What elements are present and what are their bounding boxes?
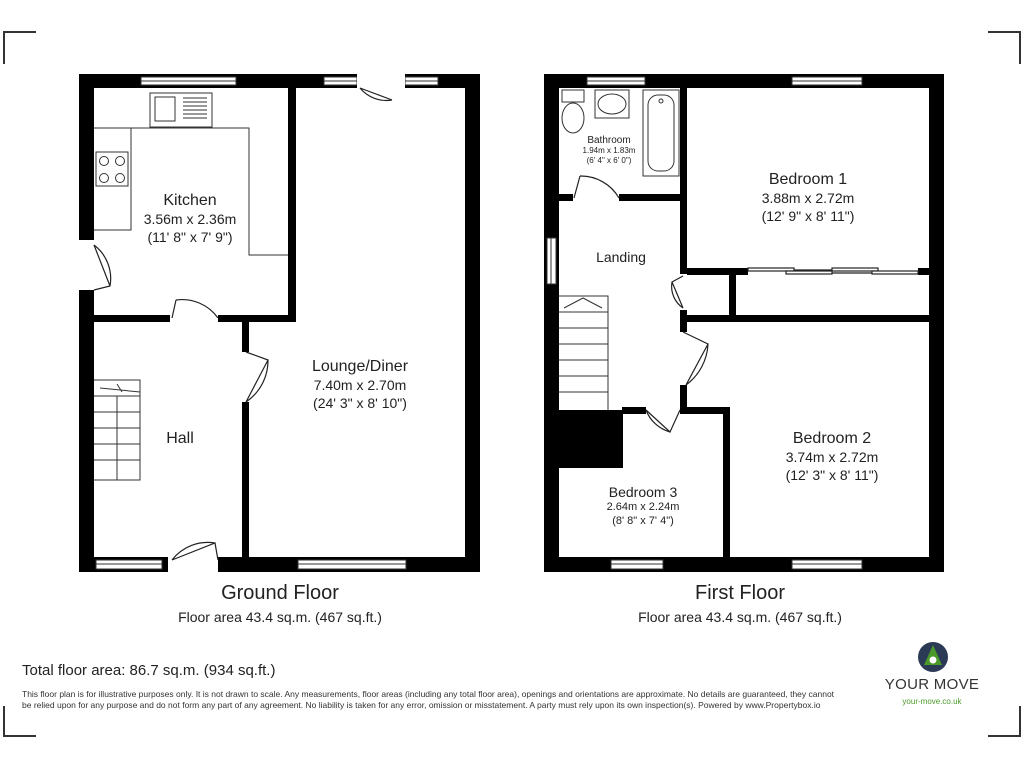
landing-stairs bbox=[559, 296, 608, 410]
your-move-logo bbox=[918, 642, 948, 672]
bedroom2-name: Bedroom 2 bbox=[792, 430, 872, 447]
first-floor-area: Floor area 43.4 sq.m. (467 sq.ft.) bbox=[638, 609, 842, 625]
bathroom-label bbox=[574, 135, 644, 166]
crop-marks bbox=[4, 32, 1020, 736]
disclaimer-text: This floor plan is for illustrative purposes only. It is not drawn to scale. Any measurements, floor areas (including any total floor area), openings and orientations are approximate. No details are guaranteed, they cannot be relied upon for any purpose and do not form any part of any agreement. No liability is taken for any error, omission or misstatement. A party must rely upon its own inspection(s). Powered by www.Propertybox.io bbox=[22, 689, 835, 710]
bathroom-dim-m: 1.94m x 1.83m bbox=[582, 146, 636, 155]
bedroom3-label bbox=[588, 484, 698, 528]
first-floor-title: First Floor bbox=[695, 582, 785, 604]
kitchen-dim-m: 3.56m x 2.36m bbox=[143, 211, 237, 227]
ground-floor-windows bbox=[96, 77, 438, 569]
lounge-name: Lounge/Diner bbox=[311, 358, 409, 375]
kitchen-dim-ft: (11' 8" x 7' 9") bbox=[147, 229, 233, 245]
lounge-dim-ft: (24' 3" x 8' 10") bbox=[313, 395, 407, 411]
bedroom1-dim-m: 3.88m x 2.72m bbox=[761, 190, 855, 206]
hall-name: Hall bbox=[166, 430, 194, 447]
bedroom2-dim-m: 3.74m x 2.72m bbox=[785, 449, 879, 465]
bathroom-dim-ft: (6' 4" x 6' 0") bbox=[586, 156, 632, 165]
kitchen-name: Kitchen bbox=[163, 192, 217, 209]
brand-name: YOUR MOVE bbox=[884, 676, 980, 693]
landing-name: Landing bbox=[596, 249, 646, 265]
ground-floor-area: Floor area 43.4 sq.m. (467 sq.ft.) bbox=[178, 609, 382, 625]
total-floor-area: Total floor area: 86.7 sq.m. (934 sq.ft.) bbox=[22, 662, 276, 679]
lounge-label bbox=[290, 358, 430, 412]
ground-floor-walls bbox=[79, 74, 480, 572]
bedroom1-dim-ft: (12' 9" x 8' 11") bbox=[761, 208, 855, 224]
bathroom-name: Bathroom bbox=[587, 135, 631, 146]
lounge-dim-m: 7.40m x 2.70m bbox=[313, 377, 407, 393]
bedroom1-name: Bedroom 1 bbox=[768, 171, 848, 188]
ground-floor-title: Ground Floor bbox=[221, 582, 339, 604]
bedroom2-label bbox=[770, 430, 894, 484]
kitchen-label bbox=[130, 192, 250, 246]
brand-url: your-move.co.uk bbox=[902, 697, 962, 706]
bedroom1-label bbox=[748, 171, 868, 225]
hall-stairs bbox=[94, 380, 140, 480]
bedroom2-dim-ft: (12' 3" x 8' 11") bbox=[785, 467, 879, 483]
bedroom3-dim-m: 2.64m x 2.24m bbox=[606, 501, 680, 513]
bedroom3-name: Bedroom 3 bbox=[608, 484, 678, 500]
bedroom3-dim-ft: (8' 8" x 7' 4") bbox=[612, 515, 674, 527]
